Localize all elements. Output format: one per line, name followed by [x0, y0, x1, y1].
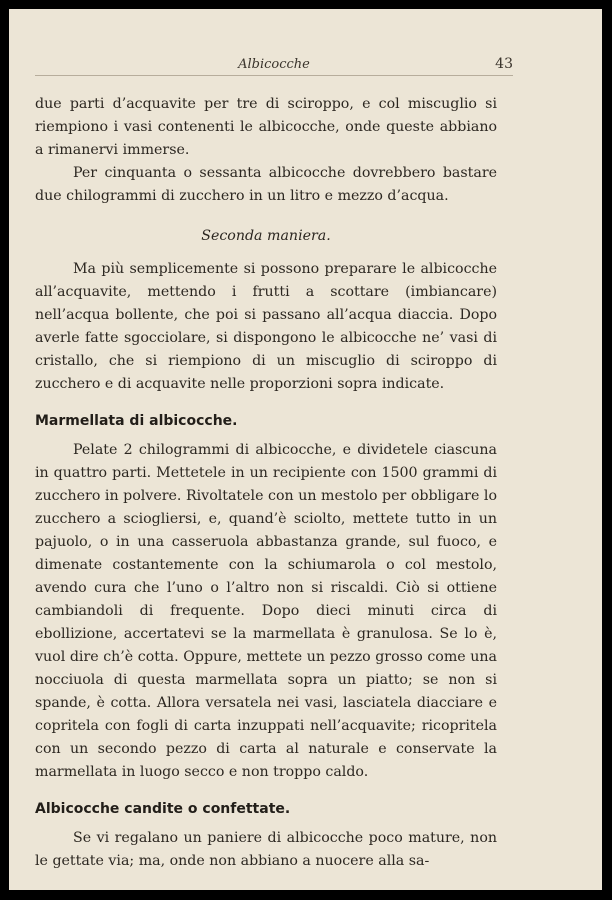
running-title: Albicocche: [238, 57, 310, 72]
paragraph-seconda-maniera: Ma più semplicemente si possono preparare le albicocche all’acquavite, mettendo i frutti a scottare (imbiancare) nell’acqua bollente, che poi si passano all’acqua diaccia. Dopo averle fatte sgocciolare, si dispongono le albicocche ne’ vasi di cristallo, che si riempiono di un miscuglio di sciroppo di zucchero e di acquavite nelle proporzioni sopra indicate.: [35, 261, 497, 392]
page-number: 43: [495, 56, 513, 72]
paragraph-marmellata: Pelate 2 chilogrammi di albicocche, e dividetele ciascuna in quattro parti. Mettetele in un recipiente con 1500 grammi di zucchero in polvere. Rivoltatele con un mestolo per obbligare lo zucchero a sciogliersi, e, quand’è sciolto, mettete tutto in un pajuolo, o in una casseruola abbastanza grande, sul fuoco, e dimenate costantemente con la schiumarola o col mestolo, avendo cura che l’uno o l’altro non si riscaldi. Ciò si ottiene cambiandoli di frequente. Dopo dieci minuti circa di ebollizione, accertatevi se la marmellata è granulosa. Se lo è, vuol dire ch’è cotta. Oppure, mettete un pezzo grosso come una nocciuola di questa marmellata sopra un piatto; se non si spande, è cotta. Allora versatela nei vasi, lasciatela diacciare e copritela con fogli di carta inzuppati nell’acquavite; ricopritela con un secondo pezzo di carta al naturale e conservate la marmellata in luogo secco e non troppo caldo.: [35, 442, 497, 780]
paragraph-candite: Se vi regalano un paniere di albicocche poco mature, non le gettate via; ma, onde non abbiano a nuocere alla sa-: [35, 830, 497, 869]
heading-candite: Albicocche candite o confettate.: [35, 801, 291, 817]
page-body: [35, 93, 497, 873]
running-head: [35, 53, 513, 76]
paragraph-quantities: Per cinquanta o sessanta albicocche dovrebbero bastare due chilogrammi di zucchero in un litro e mezzo d’acqua.: [35, 165, 497, 204]
heading-marmellata: Marmellata di albicocche.: [35, 413, 238, 429]
paragraph-continuation: due parti d’acquavite per tre di sciroppo, e col miscuglio si riempiono i vasi contenenti le albicocche, onde queste abbiano a rimanervi immerse.: [35, 96, 497, 158]
book-page: [9, 9, 602, 890]
subheading-seconda-maniera: Seconda maniera.: [201, 228, 331, 244]
